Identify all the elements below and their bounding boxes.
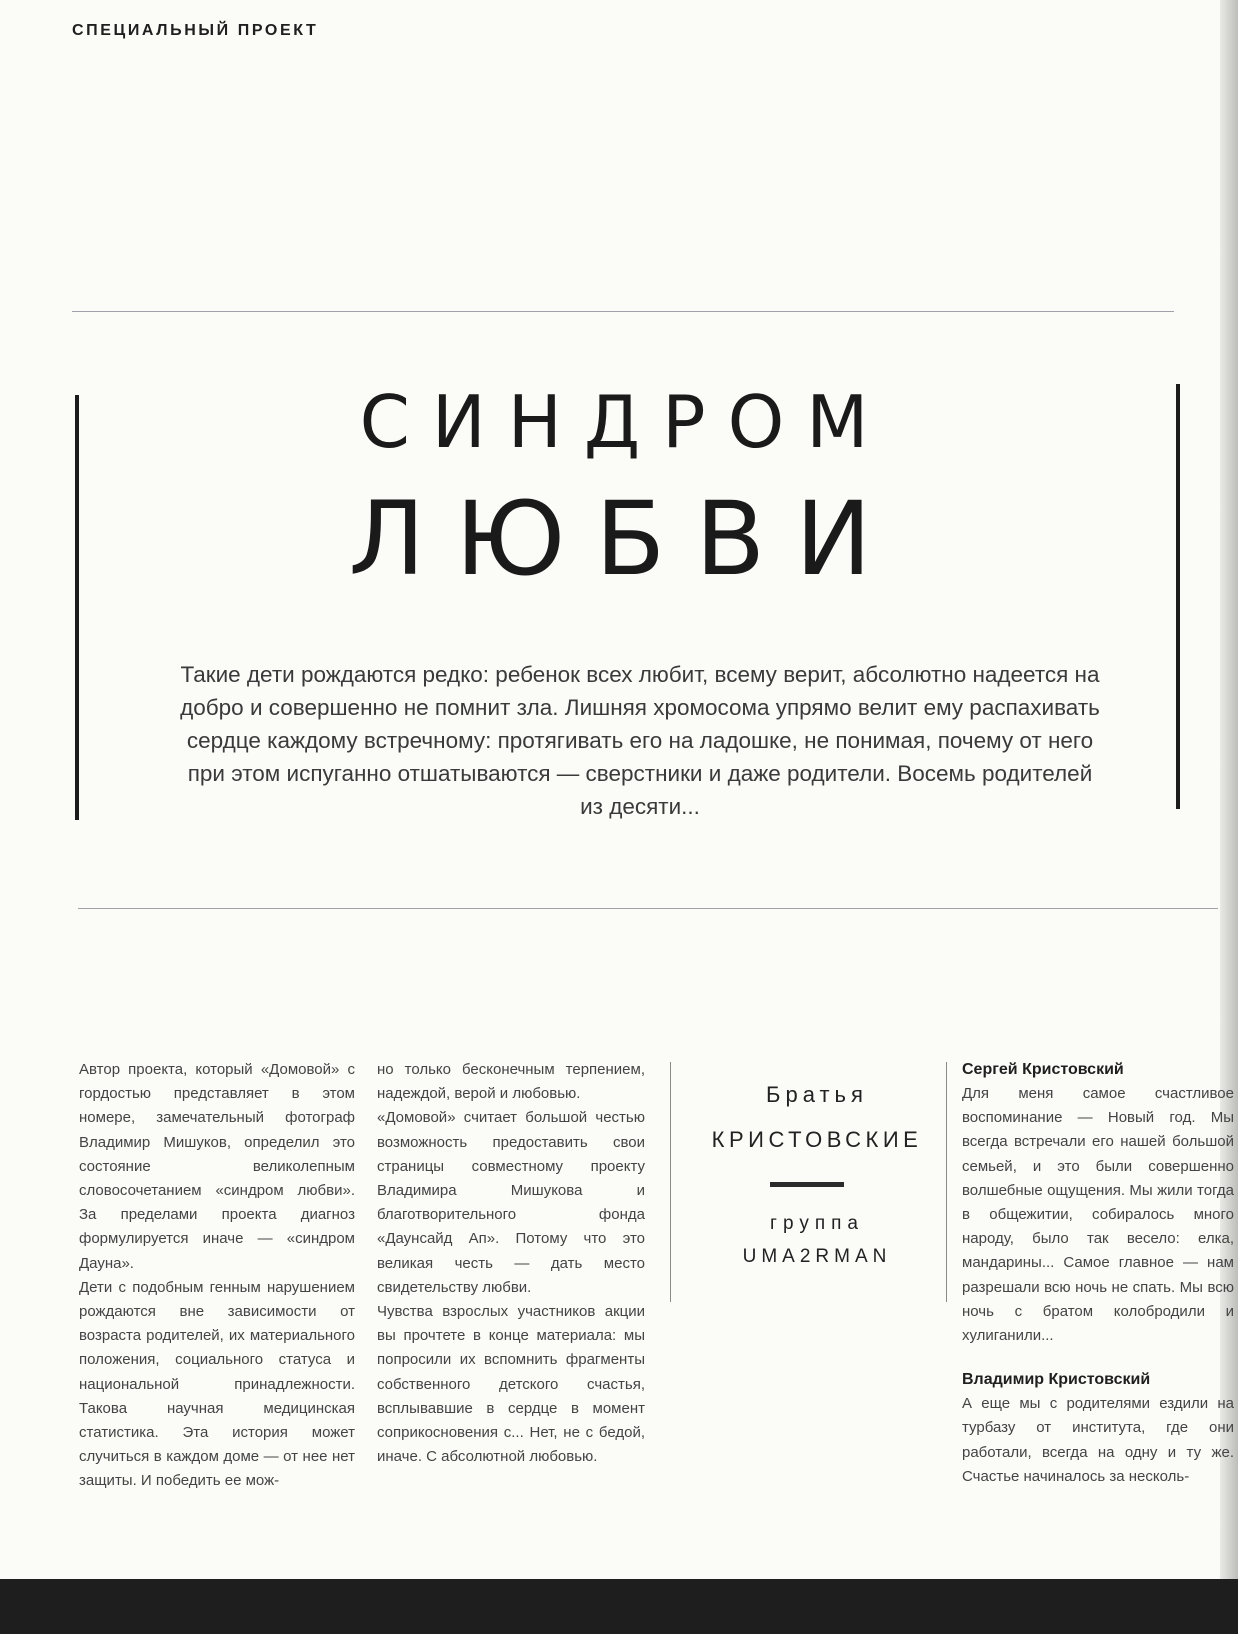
top-rule — [72, 311, 1174, 312]
body-paragraph: Автор проекта, который «Домовой» с гордостью представляет в этом номере, замечательный фотограф Владимир Мишуков, определил это состояние великолепным словосочетанием «синдром любви». За пределами проекта диагноз формулируется иначе — «синдром Дауна». — [79, 1061, 355, 1272]
body-paragraph: Чувства взрослых участников акции вы прочтете в конце материала: мы попросили их вспомнить фрагменты собственного детского счастья, всплывавшие в сердце в момент соприкосновения с... Нет, не с бедой, иначе. С абсолютной любовью. — [377, 1303, 645, 1466]
title-line-2: ЛЮБВИ — [348, 480, 902, 599]
box-divider-left — [670, 1062, 671, 1302]
scan-bottom-edge — [0, 1579, 1238, 1634]
box-separator-bar — [770, 1182, 844, 1187]
quote-text: А еще мы с родителями ездили на турбазу от института, где они работали, всегда на одну и ту же. Счастье начиналось за несколь- — [962, 1395, 1234, 1485]
left-accent-bar — [75, 395, 79, 820]
quote-author: Сергей Кристовский — [962, 1061, 1124, 1078]
box-group-label: группа — [770, 1213, 864, 1234]
body-paragraph: «Домовой» считает большой честью возможность предоставить свои страницы совместному проекту Владимира Мишукова и благотворительного фонда «Даунсайд Ап». Потому что это великая честь — дать место свидетельству любви. — [377, 1109, 645, 1296]
body-paragraph: Дети с подобным генным нарушением рождаются вне зависимости от возраста родителей, их материального положения, социального статуса и национальной принадлежности. Такова научная медицинская статистика. Эта история может случиться в каждом доме — от нее нет защиты. И победить ее мож- — [79, 1278, 355, 1490]
title-line-1: СИНДРОМ — [359, 380, 891, 464]
box-family-name: КРИСТОВСКИЕ — [711, 1127, 923, 1152]
lead-paragraph: Такие дети рождаются редко: ребенок всех любит, всему верит, абсолютно надеется на добро и совершенно не помнит зла. Лишняя хромосома упрямо велит ему распахивать сердце каждому встречному: протягивать его на ладошке, не понимая, почему от него при этом испуганно отшатываются — сверстники и даже родители. Восемь родителей из десяти... — [180, 662, 1100, 819]
quotes-column — [962, 1058, 1234, 1489]
body-column-1 — [79, 1058, 355, 1494]
bottom-rule — [78, 908, 1218, 909]
body-paragraph: но только бесконечным терпением, надеждой, верой и любовью. — [377, 1061, 645, 1103]
body-column-2 — [377, 1058, 645, 1469]
section-label: СПЕЦИАЛЬНЫЙ ПРОЕКТ — [72, 22, 319, 39]
box-band-name: UMA2RMAN — [742, 1246, 892, 1267]
right-accent-bar — [1176, 384, 1180, 809]
quote-author: Владимир Кристовский — [962, 1371, 1151, 1389]
quote-text: Для меня самое счастливое воспоминание — Новый год. Мы всегда встречали его нашей большой семьей, и это были совершенно волшебные ощущения. Мы жили тогда в общежитии, собиралось много народу, было так весело: елка, мандарины... Самое главное — нам разрешали всю ночь не спать. Мы всю ночь с братом колобродили и хулиганили... — [962, 1085, 1234, 1345]
box-brothers-label: Братья — [766, 1082, 868, 1107]
